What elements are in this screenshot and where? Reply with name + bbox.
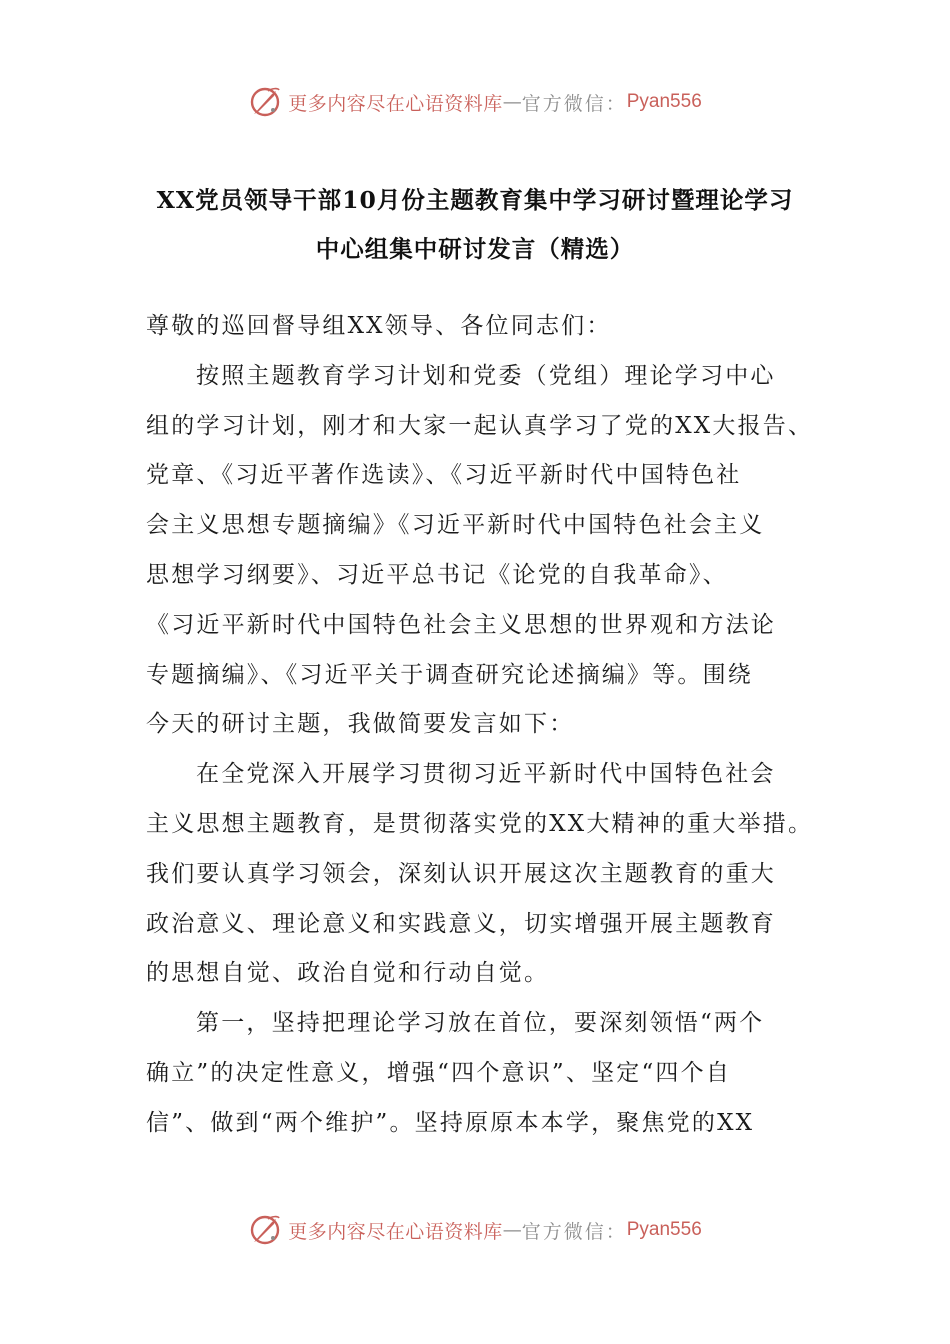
body-line: 按照主题教育学习计划和党委（党组）理论学习中心 [196,362,776,389]
body-line: 第一，坚持把理论学习放在首位，要深刻领悟“两个 [196,1010,765,1037]
body-line: 党章、《习近平著作选读》、《习近平新时代中国特色社 [146,462,742,489]
document-body [146,302,826,1149]
body-line: 尊敬的巡回督导组XX领导、各位同志们： [146,313,612,339]
banner-wechat-label: 官方微信： [521,92,627,115]
title-line: XX党员领导干部10月份主题教育集中学习研讨暨理论学习 [156,186,794,214]
body-line: 主义思想主题教育，是贯彻落实党的XX大精神的重大举措。 [146,810,814,837]
banner-wechat-label: 官方微信： [521,1220,627,1243]
banner-dash: — [502,1219,522,1241]
footer-banner [0,1210,950,1250]
body-line: 信”、做到“两个维护”。坚持原原本本学，聚焦党的XX [146,1109,755,1136]
body-line: 会主义思想专题摘编》《习近平新时代中国特色社会主义 [146,512,765,539]
quill-logo-icon [248,1213,282,1247]
banner-dash: — [502,91,522,113]
title-line: 中心组集中研讨发言（精选） [315,235,635,263]
header-banner [0,82,950,122]
body-line: 我们要认真学习领会，深刻认识开展这次主题教育的重大 [146,860,776,887]
body-line: 思想学习纲要》、习近平总书记《论党的自我革命》、 [146,561,728,588]
body-line: 今天的研讨主题，我做简要发言如下： [146,711,575,738]
body-line: 在全党深入开展学习贯彻习近平新时代中国特色社会 [196,761,776,788]
body-line: 的思想自觉、政治自觉和行动自觉。 [146,960,550,987]
banner-wechat-id: Pyan556 [626,1219,702,1240]
body-line: 确立”的决定性意义，增强“四个意识”、坚定“四个自 [146,1059,732,1086]
body-line: 组的学习计划，刚才和大家一起认真学习了党的XX大报告、 [146,412,814,439]
banner-site-name: 更多内容尽在心语资料库 [288,92,503,115]
body-line: 政治意义、理论意义和实践意义，切实增强开展主题教育 [146,910,776,937]
document-title [0,176,950,274]
body-line: 《习近平新时代中国特色社会主义思想的世界观和方法论 [146,611,776,638]
quill-logo-icon [248,85,282,119]
body-line: 专题摘编》、《习近平关于调查研究论述摘编》等。围绕 [146,661,753,688]
banner-wechat-id: Pyan556 [626,91,702,112]
banner-site-name: 更多内容尽在心语资料库 [288,1220,503,1243]
